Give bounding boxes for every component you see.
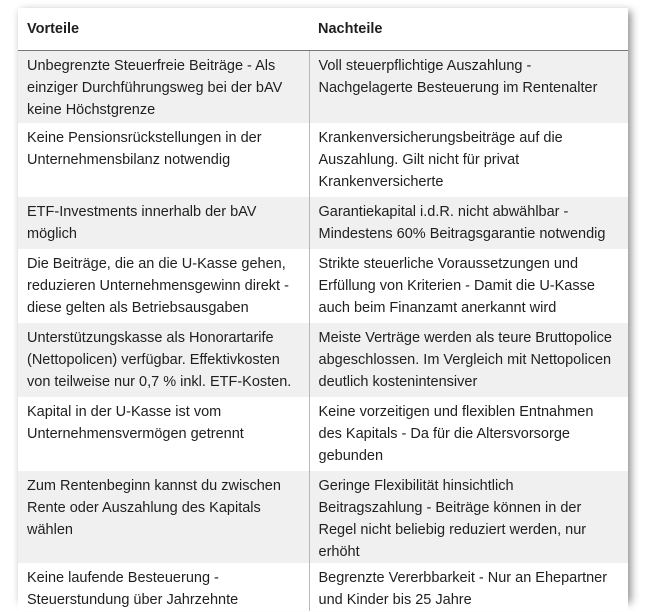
pro-cell: Kapital in der U-Kasse ist vom Unternehmensvermögen getrennt (18, 397, 309, 471)
pro-cell: Keine laufende Besteuerung - Steuerstundung über Jahrzehnte (18, 563, 309, 611)
table-row (18, 51, 628, 124)
con-cell: Voll steuerpflichtige Auszahlung - Nachgelagerte Besteuerung im Rentenalter (309, 51, 628, 124)
con-cell: Begrenzte Vererbbarkeit - Nur an Ehepartner und Kinder bis 25 Jahre (309, 563, 628, 611)
pros-cons-table-card (18, 8, 628, 608)
con-cell: Meiste Verträge werden als teure Bruttopolice abgeschlossen. Im Vergleich mit Nettopolicen deutlich kostenintensiver (309, 323, 628, 397)
con-cell: Geringe Flexibilität hinsichtlich Beitragszahlung - Beiträge können in der Regel nicht beliebig reduziert werden, nur erhöht (309, 471, 628, 563)
pros-cons-table (18, 8, 628, 611)
pro-cell: Unbegrenzte Steuerfreie Beiträge - Als einziger Durchführungsweg bei der bAV keine Höchstgrenze (18, 51, 309, 124)
table-row (18, 563, 628, 611)
pro-cell: Zum Rentenbeginn kannst du zwischen Rente oder Auszahlung des Kapitals wählen (18, 471, 309, 563)
table-row (18, 397, 628, 471)
pro-cell: ETF-Investments innerhalb der bAV möglich (18, 197, 309, 249)
con-cell: Garantiekapital i.d.R. nicht abwählbar - Mindestens 60% Beitragsgarantie notwendig (309, 197, 628, 249)
pro-cell: Unterstützungskasse als Honorartarife (Nettopolicen) verfügbar. Effektivkosten von teilweise nur 0,7 % inkl. ETF-Kosten. (18, 323, 309, 397)
table-row (18, 197, 628, 249)
con-cell: Strikte steuerliche Voraussetzungen und Erfüllung von Kriterien - Damit die U-Kasse auch beim Finanzamt anerkannt wird (309, 249, 628, 323)
table-row (18, 123, 628, 197)
con-cell: Keine vorzeitigen und flexiblen Entnahmen des Kapitals - Da für die Altersvorsorge gebunden (309, 397, 628, 471)
table-row (18, 471, 628, 563)
table-row (18, 249, 628, 323)
pro-cell: Die Beiträge, die an die U-Kasse gehen, reduzieren Unternehmensgewinn direkt - diese gelten als Betriebsausgaben (18, 249, 309, 323)
header-cons: Nachteile (309, 8, 628, 51)
table-header-row (18, 8, 628, 51)
con-cell: Krankenversicherungsbeiträge auf die Auszahlung. Gilt nicht für privat Krankenversicherte (309, 123, 628, 197)
pro-cell: Keine Pensionsrückstellungen in der Unternehmensbilanz notwendig (18, 123, 309, 197)
header-pros: Vorteile (18, 8, 309, 51)
table-row (18, 323, 628, 397)
